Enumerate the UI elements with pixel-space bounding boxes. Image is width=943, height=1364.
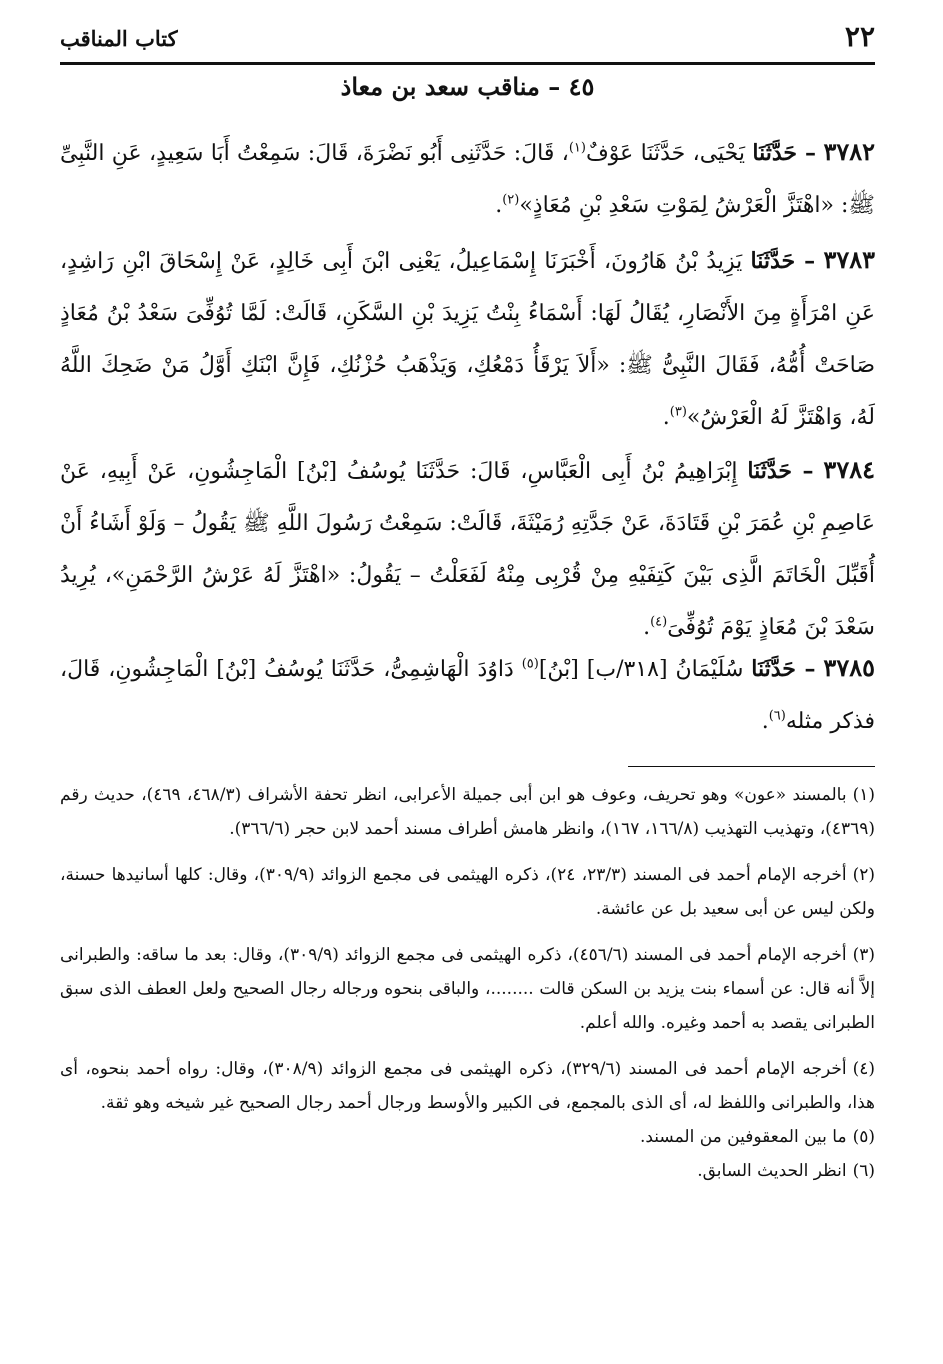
footnotes-separator <box>628 766 875 767</box>
hadith-text: دَاوُدَ الْهَاشِمِىُّ، حَدَّثَنَا يُوسُفُ [بْنُ] الْمَاجِشُونِ، قَالَ، فذكر مثله <box>60 657 875 734</box>
footnote-text: انظر الحديث السابق. <box>697 1161 847 1181</box>
hadith-opening-word: حَدَّثَنَا <box>752 140 798 166</box>
footnote-number: (٥) <box>852 1127 875 1147</box>
hadith-text: ، قَالَ: حَدَّثَنِى أَبُو نَضْرَةَ، قَالَ: سَمِعْتُ أَبَا سَعِيدٍ، عَنِ النَّبِىِّ ﷺ: «اهْتَزَّ الْعَرْشُ لِمَوْتِ سَعْدِ بْنِ مُعَاذٍ» <box>60 141 875 218</box>
hadith-paragraph <box>60 234 875 444</box>
footnote <box>60 1052 875 1120</box>
hadith-dash: – <box>797 140 817 166</box>
hadith-opening-word: حَدَّثَنَا <box>751 656 796 682</box>
hadith-text: يَحْيَى، حَدَّثَنَا عَوْفٌ <box>585 141 753 166</box>
hadith-paragraph <box>60 642 875 748</box>
footnote-reference: (٢) <box>502 192 520 208</box>
footnote-number: (٣) <box>852 945 875 965</box>
running-title: كتاب المناقب <box>60 26 178 51</box>
footnote-reference: (٤) <box>650 614 668 630</box>
footnote-text: أخرجه الإمام أحمد فى المسند (٣٢٩/٦)، ذكره الهيثمى فى مجمع الزوائد (٣٠٨/٩)، وقال: رواه أحمد بنحوه، أى هذا، والطبرانى واللفظ له، أى الذى بالمجمع، فى الكبير والأوسط ورجال أحمد رجال الصحيح غير شيخه وهو ثقة. <box>60 1059 875 1113</box>
hadith-text: . <box>495 193 503 218</box>
footnote-reference: (١) <box>568 140 586 156</box>
hadith-number: ٣٧٨٤ <box>823 455 875 484</box>
hadith-number: ٣٧٨٣ <box>823 245 875 274</box>
footnote <box>60 1154 875 1188</box>
footnote-text: ما بين المعقوفين من المسند. <box>639 1127 847 1147</box>
hadith-text: سُلَيْمَانُ [٣١٨/ب] [بْنُ] <box>538 657 752 682</box>
footnotes <box>60 778 875 1188</box>
footnote-number: (٦) <box>852 1161 875 1181</box>
hadith-dash: – <box>795 248 816 274</box>
footnote-number: (١) <box>852 785 876 805</box>
footnote <box>60 938 875 1040</box>
hadith-paragraph <box>60 444 875 654</box>
hadith-paragraph <box>60 126 875 232</box>
footnote-text: أخرجه الإمام أحمد فى المسند (٢٣/٣، ٢٤)، ذكره الهيثمى فى مجمع الزوائد (٣٠٩/٩)، وقال: كلها أسانيدها حسنة، ولكن ليس عن أبى سعيد بل عن عائشة. <box>60 865 875 919</box>
footnote <box>60 858 875 926</box>
page-header <box>60 18 875 64</box>
header-rule <box>60 62 875 65</box>
footnote-text: بالمسند «عون» وهو تحريف، وعوف هو ابن أبى جميلة الأعرابى، انظر تحفة الأشراف (٤٦٨/٣، ٤٦٩)، حديث رقم (٤٣٦٩)، وتهذيب التهذيب (١٦٦/٨، ١٦٧)، وانظر هامش أطراف مسند أحمد لابن حجر (٣٦٦/٦). <box>60 785 875 839</box>
footnote <box>60 778 875 846</box>
hadith-text: . <box>643 615 651 640</box>
footnote-reference: (٦) <box>768 708 786 724</box>
hadith-dash: – <box>792 458 814 484</box>
footnote-number: (٢) <box>852 865 875 885</box>
page-number: ٢٢ <box>844 20 875 53</box>
footnote-reference: (٣) <box>669 404 687 420</box>
hadith-text: . <box>761 709 769 734</box>
hadith-opening-word: حَدَّثَنَا <box>747 458 793 484</box>
footnote <box>60 1120 875 1154</box>
hadith-text: . <box>662 405 670 430</box>
hadith-dash: – <box>795 656 816 682</box>
footnote-reference: (٥) <box>521 656 539 672</box>
footnote-number: (٤) <box>852 1059 875 1079</box>
footnote-text: أخرجه الإمام أحمد فى المسند (٤٥٦/٦)، ذكره الهيثمى فى مجمع الزوائد (٣٠٩/٩)، وقال: بعد ما ساقه: والطبرانى إلاَّ أنه قال: عن أسماء بنت يزيد بن السكن قالت ........، والباقى بنحوه ورجاله رجال الصحيح ولعل العطف الذى سبق الطبرانى يقصد به أحمد وغيره. والله أعلم. <box>60 945 875 1033</box>
hadith-text: إِبْرَاهِيمُ بْنُ أَبِى الْعَبَّاسِ، قَالَ: حَدَّثَنَا يُوسُفُ [بْنُ] الْمَاجِشُونِ، عَنْ أَبِيهِ، عَنْ عَاصِمِ بْنِ عُمَرَ بْنِ قَتَادَةَ، عَنْ جَدَّتِهِ رُمَيْثَةَ، قَالَتْ: سَمِعْتُ رَسُولَ اللَّهِ ﷺ يَقُولُ – وَلَوْ أَشَاءُ أَنْ أُقَبِّلَ الْخَاتَمَ الَّذِى بَيْنَ كَتِفَيْهِ مِنْ قُرْبِى مِنْهُ لَفَعَلْتُ – يَقُولُ: «اهْتَزَّ لَهُ عَرْشُ الرَّحْمَنِ»، يُرِيدُ سَعْدَ بْنَ مُعَاذٍ يَوْمَ تُوُفِّىَ <box>60 459 875 640</box>
hadith-text: يَزِيدُ بْنُ هَارُونَ، أَخْبَرَنَا إِسْمَاعِيلُ، يَعْنِى ابْنَ أَبِى خَالِدٍ، عَنْ إِسْحَاقَ ابْنِ رَاشِدٍ، عَنِ امْرَأَةٍ مِنَ الأَنْصَارِ، يُقَالُ لَهَا: أَسْمَاءُ بِنْتُ يَزِيدَ بْنِ السَّكَنِ، قَالَتْ: لَمَّا تُوُفِّىَ سَعْدُ بْنُ مُعَاذٍ صَاحَتْ أُمُّهُ، فَقَالَ النَّبِىُّ ﷺ: «أَلاَ يَرْقَأُ دَمْعُكِ، وَيَذْهَبُ حُزْنُكِ، فَإِنَّ ابْنَكِ أَوَّلُ مَنْ ضَحِكَ اللَّهُ لَهُ، وَاهْتَزَّ لَهُ الْعَرْشُ» <box>60 249 875 430</box>
hadith-opening-word: حَدَّثَنَا <box>750 248 796 274</box>
hadith-number: ٣٧٨٢ <box>823 137 875 166</box>
hadith-number: ٣٧٨٥ <box>823 653 875 682</box>
chapter-title: ٤٥ – مناقب سعد بن معاذ <box>340 72 595 101</box>
